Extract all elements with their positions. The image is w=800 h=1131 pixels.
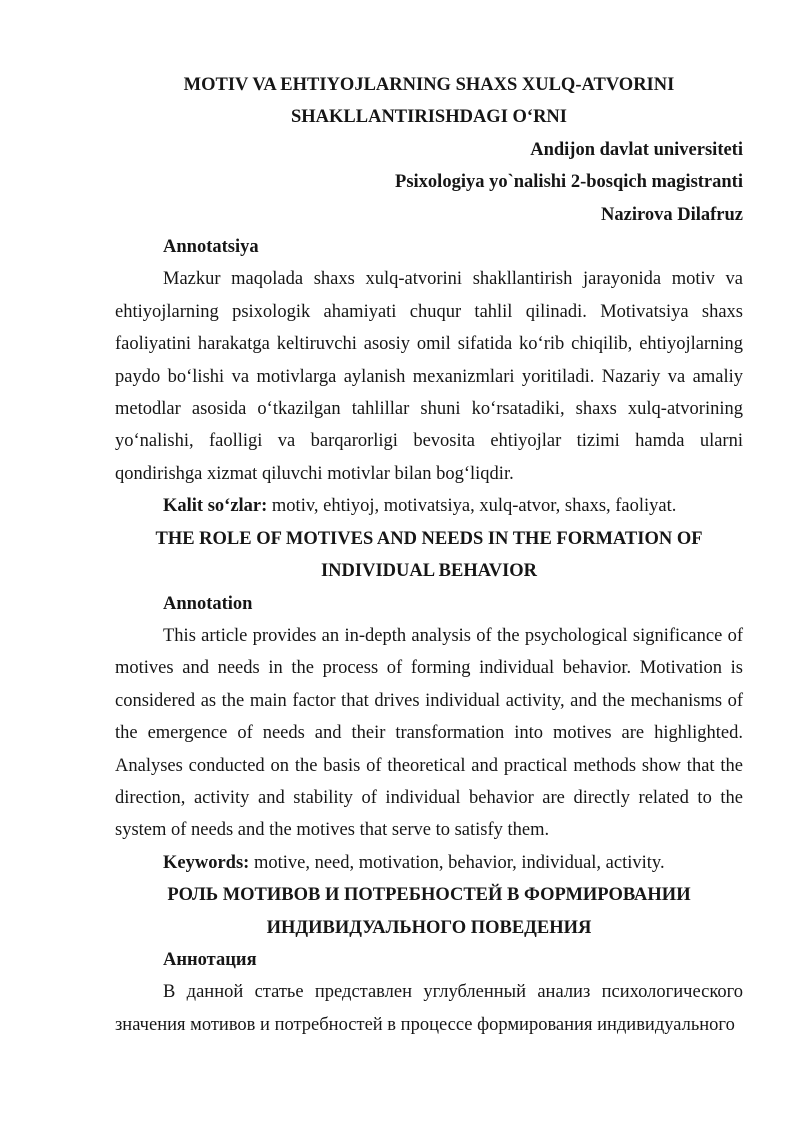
byline-program: Psixologiya yo`nalishi 2-bosqich magistranti <box>395 172 743 193</box>
uzbek-keywords-text: motiv, ehtiyoj, motivatsiya, xulq-atvor, shaxs, faoliyat. <box>271 496 677 517</box>
document-content <box>115 69 743 1041</box>
uzbek-title-line-2: SHAKLLANTIRISHDAGI O‘RNI <box>290 107 567 128</box>
uzbek-annotation-heading: Annotatsiya <box>163 237 259 258</box>
english-keywords-text: motive, need, motivation, behavior, individual, activity. <box>253 852 665 873</box>
byline-author: Nazirova Dilafruz <box>601 204 743 225</box>
uzbek-keywords-label: Kalit so‘zlar: <box>163 496 268 517</box>
english-title-line-2: INDIVIDUAL BEHAVIOR <box>320 561 538 582</box>
english-annotation-paragraph: This article provides an in-depth analysis of the psychological significance of motives and needs in the process of forming individual behavior. Motivation is considered as the main factor that drives individual activity, and the mechanisms of the emergence of needs and their transformation into motives are highlighted. Analyses conducted on the basis of theoretical and practical methods show that the direction, activity and stability of individual behavior are directly related to the system of needs and the motives that serve to satisfy them. <box>115 625 743 841</box>
uzbek-annotation-paragraph: Mazkur maqolada shaxs xulq-atvorini shakllantirish jarayonida motiv va ehtiyojlarning psixologik ahamiyati chuqur tahlil qilinadi. Motivatsiya shaxs faoliyatini harakatga keltiruvchi asosiy omil sifatida ko‘rib chiqilib, ehtiyojlarning paydo bo‘lishi va motivlarga aylanish mexanizmlari yoritiladi. Nazariy va amaliy metodlar asosida o‘tkazilgan tahlillar shuni ko‘rsatadiki, shaxs xulq-atvorining yo‘nalishi, faolligi va barqarorligi bevosita ehtiyojlar tizimi hamda ularni qondirishga xizmat qiluvchi motivlar bilan bog‘liqdir. <box>115 269 743 484</box>
russian-title-line-2: ИНДИВИДУАЛЬНОГО ПОВЕДЕНИЯ <box>266 917 592 938</box>
english-title-line-1: THE ROLE OF MOTIVES AND NEEDS IN THE FORMATION OF <box>155 528 703 549</box>
russian-title-line-1: РОЛЬ МОТИВОВ И ПОТРЕБНОСТЕЙ В ФОРМИРОВАНИИ <box>167 885 691 906</box>
uzbek-keywords-line <box>115 490 743 522</box>
byline-university: Andijon davlat universiteti <box>530 139 743 160</box>
english-keywords-label: Keywords: <box>163 852 250 873</box>
russian-annotation-heading: Аннотация <box>163 949 257 970</box>
russian-annotation-paragraph: В данной статье представлен углубленный анализ психологического значения мотивов и потребностей в процессе формирования индивидуального <box>115 982 743 1035</box>
english-keywords-line <box>115 847 743 879</box>
uzbek-title-line-1: MOTIV VA EHTIYOJLARNING SHAXS XULQ-ATVORINI <box>183 75 675 95</box>
english-annotation-heading: Annotation <box>163 593 253 614</box>
